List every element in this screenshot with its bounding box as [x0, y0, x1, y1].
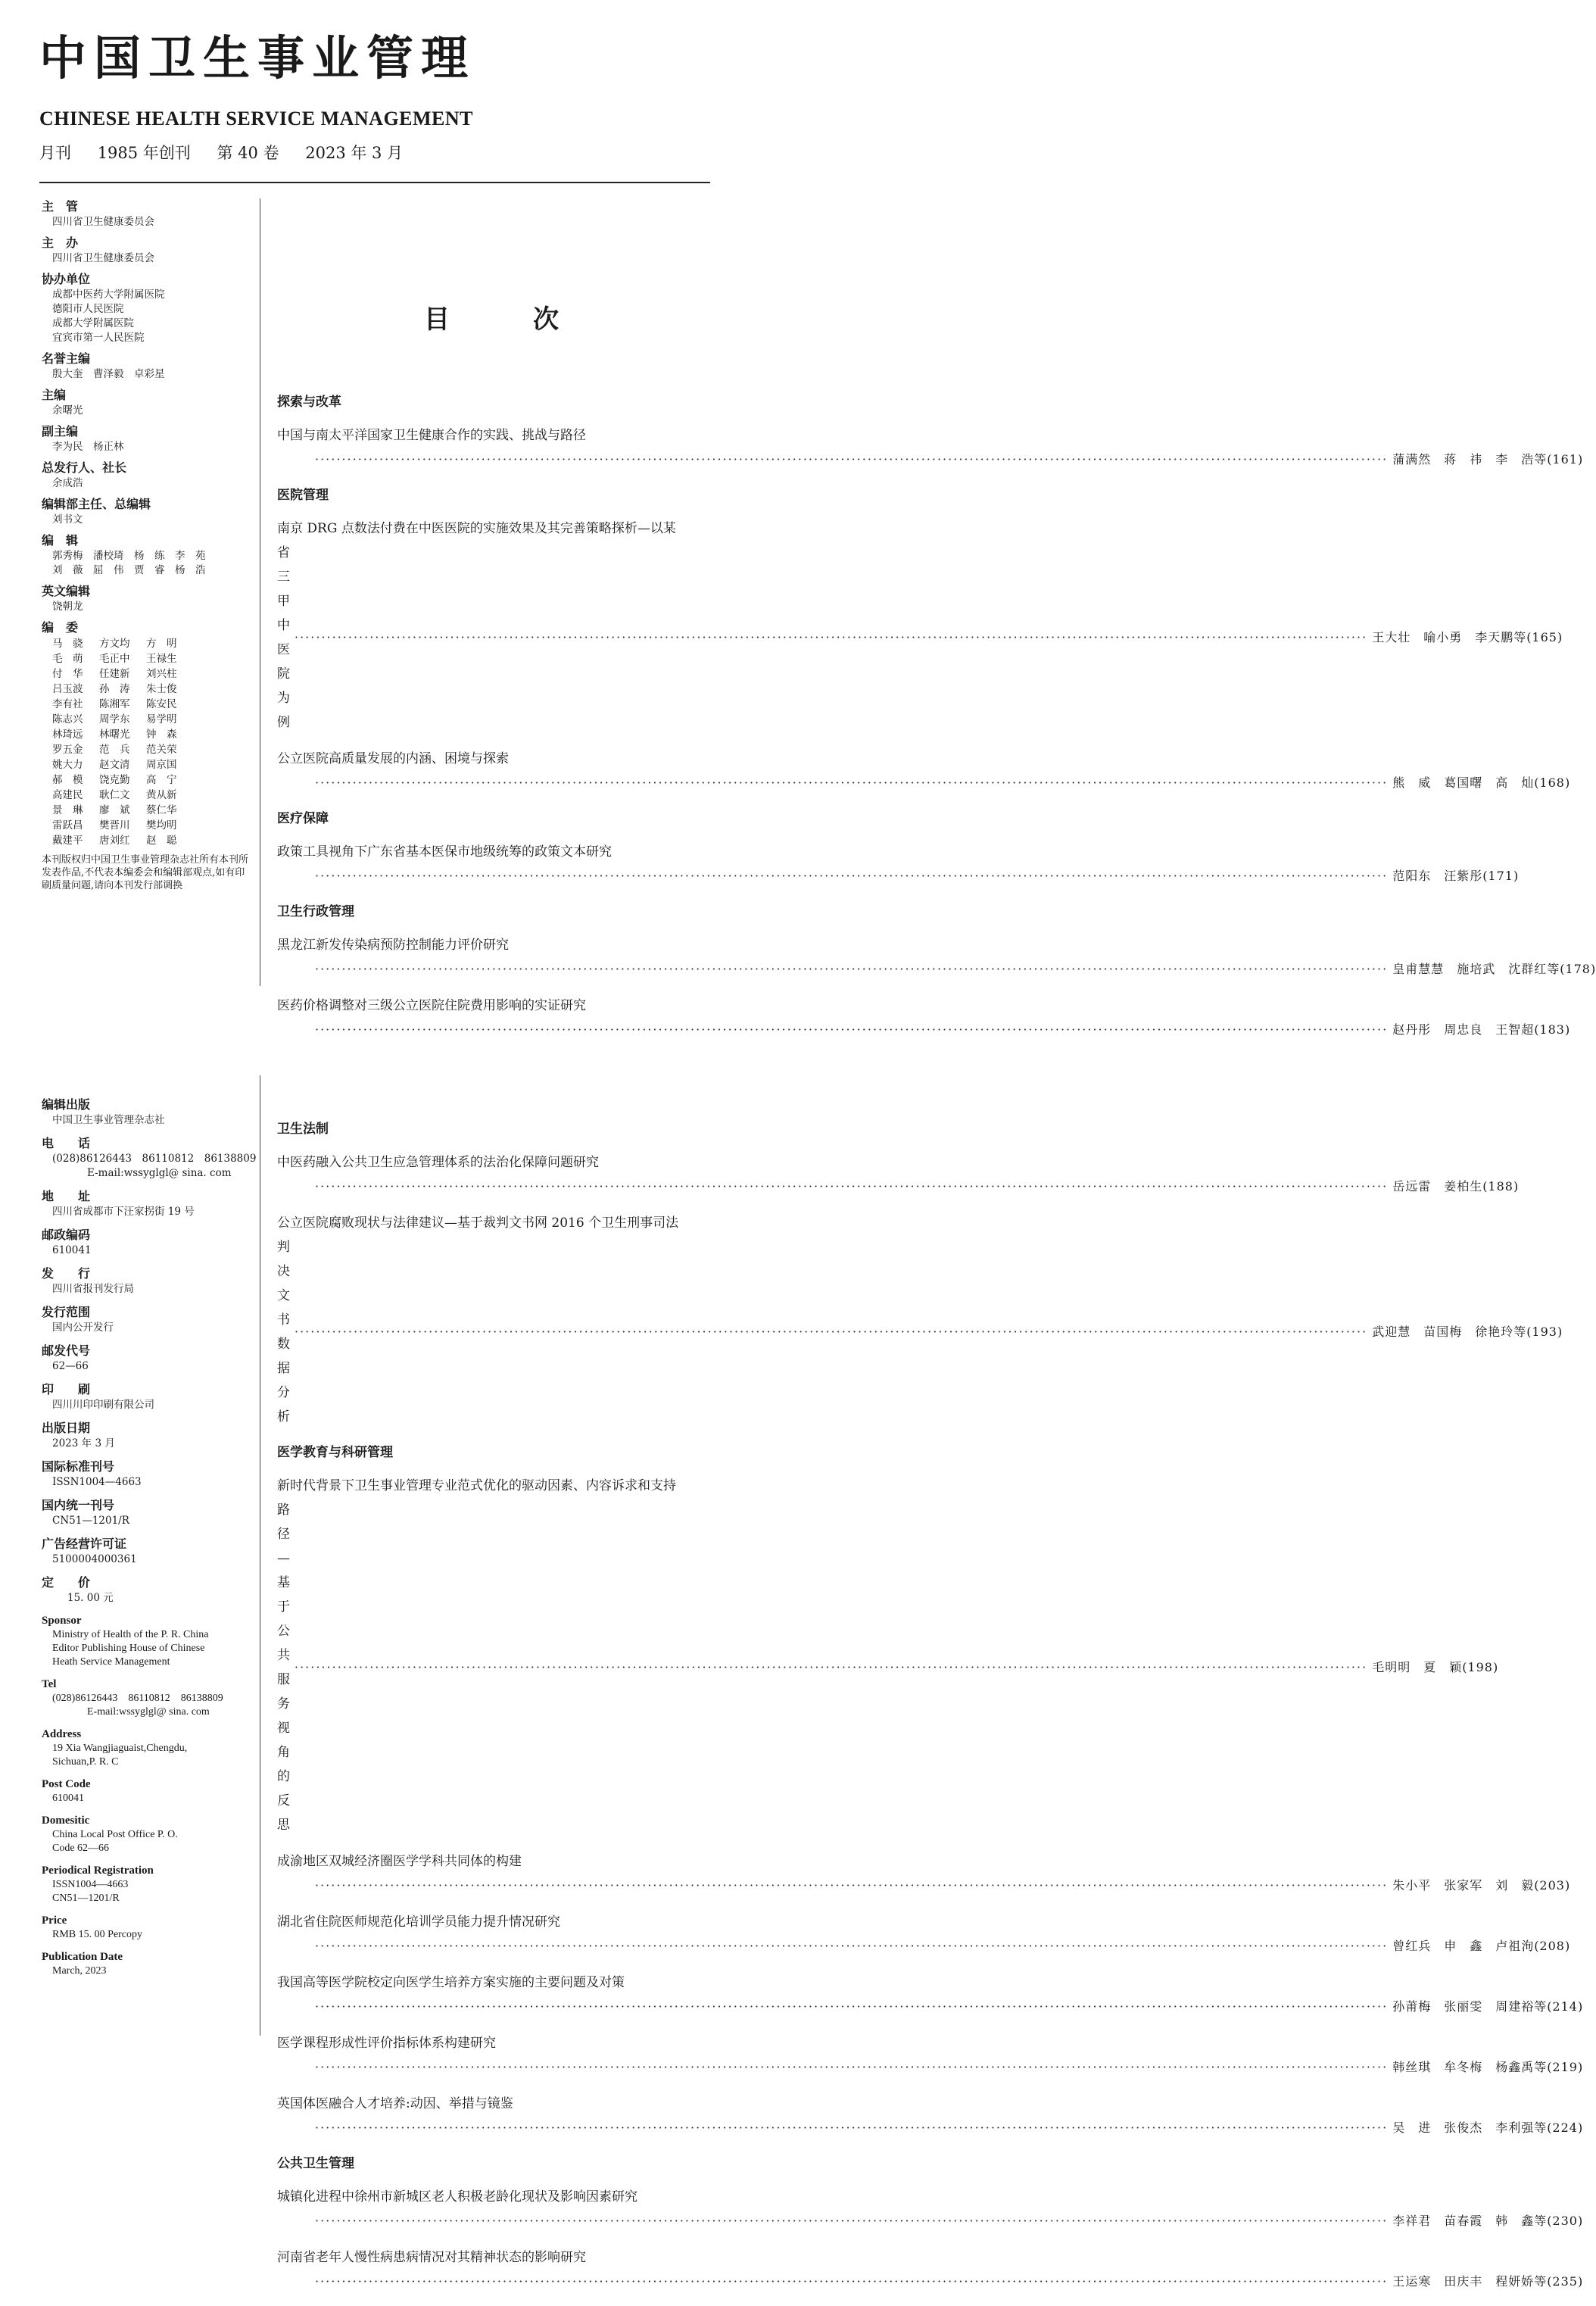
toc-entry-authors: 赵丹彤 周忠良 王智超(183)	[1392, 1022, 1571, 1037]
leader-dots: ········································································································································································································	[315, 2120, 1389, 2135]
toc-entry-author-line	[277, 2270, 1584, 2294]
toc-section-heading: 卫生行政管理	[277, 904, 354, 919]
committee-member: 毛正中	[99, 653, 130, 665]
journal-title: 中国卫生事业管理	[39, 30, 476, 86]
committee-member: 方 明	[146, 638, 177, 650]
sb2-distribution: 发 行 四川省报刊发行局	[42, 1266, 134, 1295]
committee-member: 周京国	[146, 759, 177, 771]
toc-title: 目 次	[424, 304, 559, 335]
sb2-address: 地 址 四川省成都市下汪家拐街 19 号	[42, 1189, 195, 1218]
toc-entry[interactable]	[277, 2185, 1584, 2233]
page-2	[0, 1030, 1584, 2289]
leader-dots: ········································································································································································································	[315, 1878, 1389, 1893]
sb-host: 主 办 四川省卫生健康委员会	[42, 236, 154, 264]
toc-entry-title: 公立医院高质量发展的内涵、困境与探索	[277, 751, 509, 766]
en-tel: Tel (028)86126443 86110812 86138809 E-mail:wssyglgl@ sina. com	[42, 1678, 223, 1718]
committee-member: 赵 聪	[146, 835, 177, 847]
toc-entry-author-line	[277, 864, 1520, 888]
toc-entry-title: 政策工具视角下广东省基本医保市地级统筹的政策文本研究	[277, 844, 612, 860]
committee-member: 刘兴柱	[146, 668, 177, 680]
toc-entry-title: 医学课程形成性评价指标体系构建研究	[277, 2036, 496, 2051]
toc-entry-title: 中国与南太平洋国家卫生健康合作的实践、挑战与路径	[277, 428, 586, 443]
toc-entry-authors: 毛明明 夏 颖(198)	[1372, 1660, 1499, 1674]
copyright-note: 本刊版权归中国卫生事业管理杂志社所有本刊所发表作品,不代表本编委会和编辑部观点,如有印刷质量问题,请向本刊发行部调换	[42, 854, 249, 891]
toc-entry-title-cont: 省三甲中医院为例	[277, 545, 290, 730]
sb2-issn: 国际标准刊号 ISSN1004—4663	[42, 1459, 142, 1488]
leader-dots: ········································································································································································································	[315, 869, 1389, 883]
toc-section-heading: 医疗保障	[277, 811, 329, 826]
leader-dots: ········································································································································································································	[315, 1939, 1389, 1953]
toc-entry-authors: 吴 进 张俊杰 李利强等(224)	[1392, 2120, 1584, 2135]
toc-entry-authors: 武迎慧 苗国梅 徐艳玲等(193)	[1372, 1325, 1563, 1339]
committee-member: 易学明	[146, 713, 177, 726]
toc-entry-author-line	[277, 1175, 1520, 1199]
committee-member: 高 宁	[146, 774, 177, 786]
sb2-printing: 印 刷 四川川印印刷有限公司	[42, 1382, 154, 1411]
en-registration: Periodical Registration ISSN1004—4663 CN51—1201/R	[42, 1864, 154, 1904]
committee-member: 蔡仁华	[146, 804, 177, 816]
toc-entry[interactable]	[277, 423, 1584, 472]
toc-entry-title: 城镇化进程中徐州市新城区老人积极老龄化现状及影响因素研究	[277, 2189, 637, 2205]
toc-entry-author-line	[277, 541, 1563, 735]
toc-entry-author-line	[277, 1874, 1571, 1898]
committee-member: 郝 模	[52, 774, 83, 786]
toc-entry-authors: 朱小平 张家军 刘 毅(203)	[1392, 1878, 1571, 1893]
committee-member: 钟 森	[146, 729, 177, 741]
leader-dots: ········································································································································································································	[315, 2060, 1389, 2074]
committee-grid	[42, 636, 250, 848]
toc-entry[interactable]	[277, 1211, 1563, 1429]
toc-entry-authors: 王大壮 喻小勇 李天鹏等(165)	[1372, 630, 1563, 644]
masthead-sidebar	[42, 198, 250, 892]
toc-entry[interactable]	[277, 1971, 1584, 2019]
toc-section-heading: 医院管理	[277, 488, 329, 503]
journal-title-en: CHINESE HEALTH SERVICE MANAGEMENT	[39, 108, 474, 129]
toc-section-heading: 医学教育与科研管理	[277, 1445, 393, 1460]
toc-entry-authors: 李祥君 苗春霞 韩 鑫等(230)	[1392, 2214, 1584, 2228]
toc-entry[interactable]	[277, 1474, 1499, 1837]
founded: 1985 年创刊	[97, 144, 191, 162]
committee-member: 赵文清	[99, 759, 130, 771]
committee-member: 廖 斌	[99, 804, 130, 816]
toc-list-2	[277, 1113, 1584, 2306]
volume: 第 40 卷	[217, 144, 279, 162]
toc-entry-authors: 韩丝琪 牟冬梅 杨鑫禹等(219)	[1392, 2060, 1584, 2074]
sb2-pub-date: 出版日期 2023 年 3 月	[42, 1421, 115, 1449]
toc-entry-author-line	[277, 1995, 1584, 2019]
toc-entry-author-line	[277, 957, 1596, 981]
committee-member: 雷跃昌	[52, 819, 83, 832]
toc-section-heading: 公共卫生管理	[277, 2156, 354, 2171]
toc-entry-title-cont: 路径—基于公共服务视角的反思	[277, 1502, 290, 1833]
leader-dots: ········································································································································································································	[315, 2274, 1389, 2289]
sb-competent: 主 管 四川省卫生健康委员会	[42, 199, 154, 228]
toc-entry-title: 医药价格调整对三级公立医院住院费用影响的实证研究	[277, 998, 586, 1013]
sb-en-editor: 英文编辑 饶朝龙	[42, 584, 91, 613]
toc-entry-authors: 蒲满然 蒋 祎 李 浩等(161)	[1392, 452, 1584, 467]
en-address: Address 19 Xia Wangjiaguaist,Chengdu, Sichuan,P. R. C	[42, 1728, 188, 1768]
committee-member: 吕玉波	[52, 683, 83, 695]
toc-entry[interactable]	[277, 2031, 1584, 2080]
toc-section-heading: 探索与改革	[277, 395, 341, 410]
en-pub-date: Publication Date March, 2023	[42, 1951, 123, 1977]
committee-member: 付 华	[52, 668, 83, 680]
committee-member: 陈安民	[146, 698, 177, 710]
toc-entry-title: 新时代背景下卫生事业管理专业范式优化的驱动因素、内容诉求和支持	[277, 1478, 676, 1493]
sb-deputy: 副主编 李为民 杨正林	[42, 424, 124, 453]
toc-section-heading: 卫生法制	[277, 1122, 329, 1137]
committee-member: 黄从新	[146, 789, 177, 801]
sb2-tel: 电 话 (028)86126443 86110812 86138809 E-mail:wssyglgl@ sina. com	[42, 1136, 257, 1179]
committee-member: 方文均	[99, 638, 130, 650]
sb-publisher: 总发行人、社长 余成浩	[42, 460, 127, 489]
committee-member: 朱士俊	[146, 683, 177, 695]
frequency: 月刊	[39, 144, 71, 162]
committee-member: 耿仁文	[99, 789, 130, 801]
sb2-cn: 国内统一刊号 CN51—1201/R	[42, 1498, 129, 1527]
toc-entry[interactable]	[277, 2092, 1584, 2140]
toc-list-1	[277, 386, 1596, 1054]
en-sponsor: Sponsor Ministry of Health of the P. R. China Editor Publishing House of Chinese Heath Service Management	[42, 1615, 209, 1668]
toc-entry-author-line	[277, 2055, 1584, 2080]
leader-dots: ········································································································································································································	[315, 1999, 1389, 2014]
toc-entry[interactable]	[277, 2245, 1584, 2294]
committee-member: 姚大力	[52, 759, 83, 771]
leader-dots: ········································································································································································································	[295, 630, 1368, 644]
toc-entry-title: 湖北省住院医师规范化培训学员能力提升情况研究	[277, 1914, 560, 1930]
toc-entry-author-line	[277, 1934, 1571, 1958]
publication-info-sidebar	[42, 1097, 257, 1986]
committee-member: 林曙光	[99, 729, 130, 741]
toc-entry[interactable]	[277, 747, 1571, 795]
toc-entry[interactable]	[277, 516, 1563, 735]
masthead-rule	[39, 182, 710, 183]
en-price: Price RMB 15. 00 Percopy	[42, 1914, 142, 1940]
sb-committee: 编 委 马 骁 方文均 方 明 毛 萌 毛正中 王禄生 付 华 任建新 刘兴柱 吕玉波 孙 涛 朱士俊 李有社 陈湘军 陈安民 陈志兴 周学东 易学明 林琦远 林曙光 钟 森 罗五金 范 兵 范关荣 姚大力 赵文清 周京国 郝 模 饶克勤 高 宁 高建民 耿仁文 黄从新 景 琳 廖 斌 蔡仁华 雷跃昌 樊晋川 樊均明 戴建平 唐刘红 赵 聪	[42, 619, 250, 848]
toc-entry-title: 成渝地区双城经济圈医学学科共同体的构建	[277, 1854, 522, 1869]
leader-dots: ········································································································································································································	[315, 452, 1389, 467]
sb-co-orgs: 协办单位 成都中医药大学附属医院 德阳市人民医院 成都大学附属医院 宜宾市第一人民医院	[42, 272, 165, 344]
committee-member: 林琦远	[52, 729, 83, 741]
toc-entry-title-cont: 判决文书数据分析	[277, 1240, 290, 1424]
committee-member: 孙 涛	[99, 683, 130, 695]
leader-dots: ········································································································································································································	[315, 2214, 1389, 2228]
committee-member: 高建民	[52, 789, 83, 801]
toc-entry[interactable]	[277, 1150, 1520, 1199]
leader-dots: ········································································································································································································	[315, 962, 1389, 976]
leader-dots: ········································································································································································································	[315, 775, 1389, 790]
toc-entry-authors: 范阳东 汪紫彤(171)	[1392, 869, 1520, 883]
toc-entry-authors: 岳远雷 姜柏生(188)	[1392, 1179, 1520, 1194]
sb2-postcode: 邮政编码 610041	[42, 1228, 92, 1256]
toc-entry[interactable]	[277, 1910, 1571, 1958]
issue-date: 2023 年 3 月	[305, 144, 404, 162]
committee-member: 樊均明	[146, 819, 177, 832]
toc-entry-authors: 熊 威 葛国曙 高 灿(168)	[1392, 775, 1571, 790]
en-postcode: Post Code 610041	[42, 1778, 91, 1804]
toc-entry-title: 公立医院腐败现状与法律建议—基于裁判文书网 2016 个卫生刑事司法	[277, 1215, 679, 1231]
leader-dots: ········································································································································································································	[315, 1179, 1389, 1194]
committee-member: 毛 萌	[52, 653, 83, 665]
toc-entry-title: 中医药融入公共卫生应急管理体系的法治化保障问题研究	[277, 1155, 599, 1170]
sb-honorary: 名誉主编 殷大奎 曹泽毅 卓彩星	[42, 351, 165, 380]
sb2-editing: 编辑出版 中国卫生事业管理杂志社	[42, 1097, 165, 1126]
committee-member: 范关荣	[146, 744, 177, 756]
committee-member: 唐刘红	[99, 835, 130, 847]
toc-entry-author-line	[277, 1498, 1499, 1837]
committee-member: 戴建平	[52, 835, 83, 847]
sb2-price: 定 价 15. 00 元	[42, 1575, 114, 1604]
toc-entry-title: 河南省老年人慢性病患病情况对其精神状态的影响研究	[277, 2250, 586, 2265]
committee-member: 周学东	[99, 713, 130, 726]
toc-entry-title: 英国体医融合人才培养:动因、举措与镜鉴	[277, 2096, 513, 2111]
committee-member: 王禄生	[146, 653, 177, 665]
committee-member: 陈湘军	[99, 698, 130, 710]
sb-editors: 编 辑 郭秀梅 潘校琦 杨 练 李 苑 刘 薇 屈 伟 贾 睿 杨 浩	[42, 533, 206, 576]
committee-member: 罗五金	[52, 744, 83, 756]
journal-meta	[39, 141, 424, 164]
toc-entry-author-line	[277, 2209, 1584, 2233]
leader-dots: ········································································································································································································	[315, 1022, 1389, 1037]
toc-entry-authors: 皇甫慧慧 施培武 沈群红等(178)	[1392, 962, 1596, 976]
toc-entry-authors: 孙莆梅 张丽雯 周建裕等(214)	[1392, 1999, 1584, 2014]
toc-entry-authors: 王运寒 田庆丰 程妍娇等(235)	[1392, 2274, 1584, 2289]
committee-member: 樊晋川	[99, 819, 130, 832]
sb2-postal-code: 邮发代号 62—66	[42, 1343, 91, 1372]
sb2-ad-license: 广告经营许可证 5100004000361	[42, 1537, 137, 1565]
leader-dots: ········································································································································································································	[295, 1325, 1368, 1339]
sb-dept-director: 编辑部主任、总编辑 刘书文	[42, 497, 151, 526]
toc-entry-author-line	[277, 771, 1571, 795]
toc-entry[interactable]	[277, 840, 1520, 888]
page-1	[0, 0, 1596, 1037]
committee-member: 饶克勤	[99, 774, 130, 786]
toc-entry-author-line	[277, 448, 1584, 472]
toc-entry-author-line	[277, 2116, 1584, 2140]
toc-entry[interactable]	[277, 933, 1596, 981]
committee-member: 范 兵	[99, 744, 130, 756]
toc-entry[interactable]	[277, 1849, 1571, 1898]
sb2-scope: 发行范围 国内公开发行	[42, 1305, 114, 1334]
leader-dots: ········································································································································································································	[295, 1660, 1368, 1674]
toc-entry-title: 南京 DRG 点数法付费在中医医院的实施效果及其完善策略探析—以某	[277, 521, 676, 536]
committee-member: 任建新	[99, 668, 130, 680]
toc-entry-authors: 曾红兵 申 鑫 卢祖洵(208)	[1392, 1939, 1571, 1953]
sb-editor-chief: 主编 余曙光	[42, 388, 83, 417]
toc-entry-title: 黑龙江新发传染病预防控制能力评价研究	[277, 938, 509, 953]
committee-member: 陈志兴	[52, 713, 83, 726]
toc-entry-author-line	[277, 1235, 1563, 1429]
committee-member: 马 骁	[52, 638, 83, 650]
en-domestic: Domesitic China Local Post Office P. O. Code 62—66	[42, 1815, 178, 1854]
committee-member: 景 琳	[52, 804, 83, 816]
toc-entry-title: 我国高等医学院校定向医学生培养方案实施的主要问题及对策	[277, 1975, 625, 1990]
committee-member: 李有社	[52, 698, 83, 710]
